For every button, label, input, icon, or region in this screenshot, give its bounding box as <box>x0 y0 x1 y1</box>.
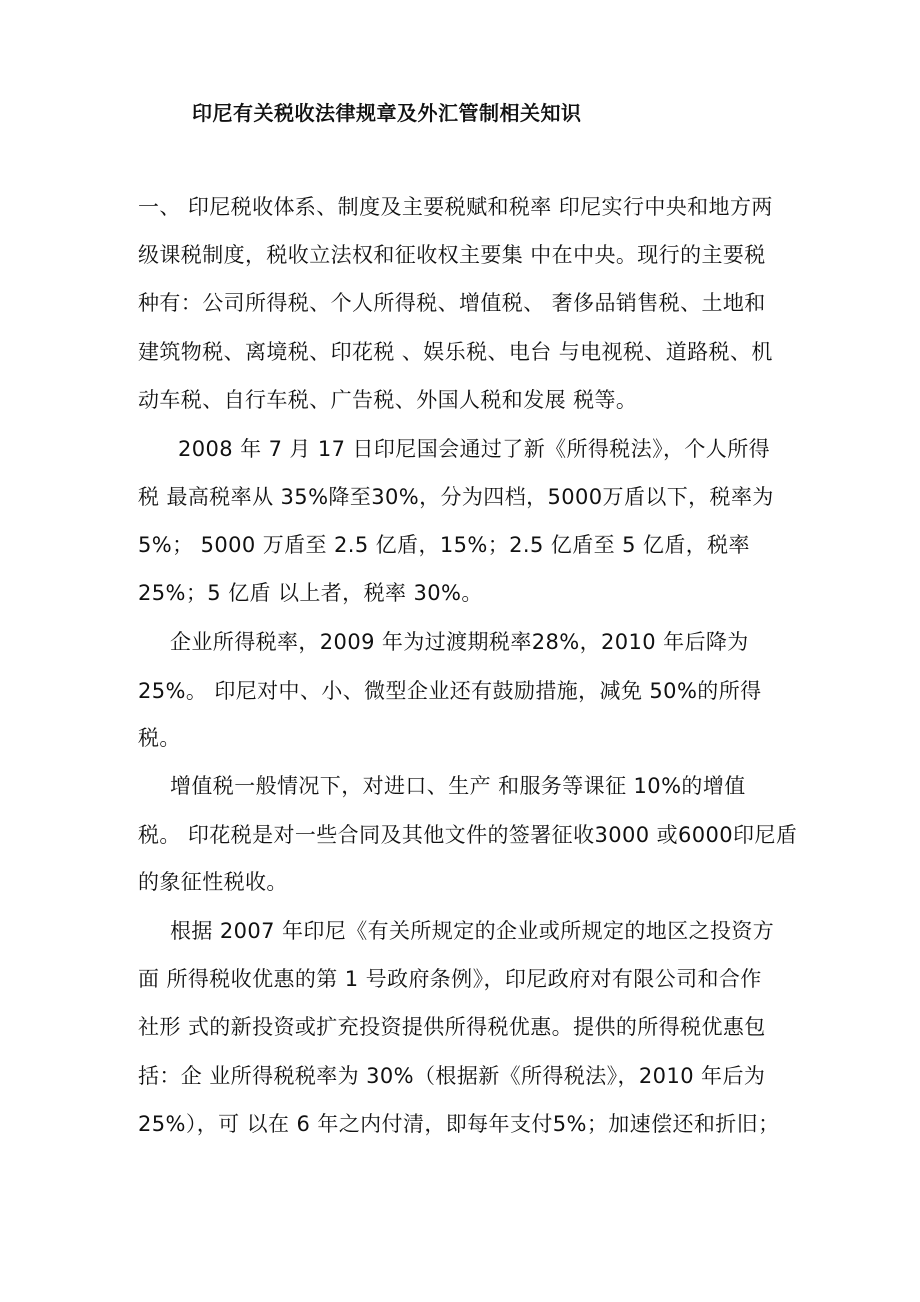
paragraph-1-line-3: 种有：公司所得税、个人所得税、增值税、 奢侈品销售税、土地和 <box>138 291 766 315</box>
paragraph-1-line-5: 动车税、自行车税、广告税、外国人税和发展 税等。 <box>138 388 638 412</box>
paragraph-2-line-3: 5%； 5000 万盾至 2.5 亿盾，15%；2.5 亿盾至 5 亿盾，税率 <box>138 533 750 557</box>
paragraph-5-line-5: 25%），可 以在 6 年之内付清，即每年支付5%；加速偿还和折旧； <box>138 1112 780 1136</box>
paragraph-5-line-2: 面 所得税收优惠的第 1 号政府条例》，印尼政府对有限公司和合作 <box>138 967 762 991</box>
paragraph-4-line-3: 的象征性税收。 <box>138 870 288 894</box>
paragraph-2-line-1: 2008 年 7 月 17 日印尼国会通过了新《所得税法》，个人所得 <box>178 437 771 461</box>
paragraph-3-line-1: 企业所得税率，2009 年为过渡期税率28%，2010 年后降为 <box>170 630 749 654</box>
paragraph-4-line-1: 增值税一般情况下，对进口、生产 和服务等课征 10%的增值 <box>170 774 746 798</box>
paragraph-3-line-2: 25%。 印尼对中、小、微型企业还有鼓励措施，减免 50%的所得 <box>138 679 762 703</box>
paragraph-5-line-3: 社形 式的新投资或扩充投资提供所得税优惠。提供的所得税优惠包 <box>138 1015 766 1039</box>
paragraph-4-line-2: 税。 印花税是对一些合同及其他文件的签署征收3000 或6000印尼盾 <box>138 823 798 847</box>
paragraph-1-line-1: 一、 印尼税收体系、制度及主要税赋和税率 印尼实行中央和地方两 <box>138 195 773 219</box>
paragraph-2-line-2: 税 最高税率从 35%降至30%，分为四档，5000万盾以下，税率为 <box>138 485 774 509</box>
paragraph-5-line-1: 根据 2007 年印尼《有关所规定的企业或所规定的地区之投资方 <box>170 919 775 943</box>
paragraph-3-line-3: 税。 <box>138 726 181 750</box>
document-title: 印尼有关税收法律规章及外汇管制相关知识 <box>192 101 582 125</box>
paragraph-1-line-4: 建筑物税、离境税、印花税 、娱乐税、电台 与电视税、道路税、机 <box>138 340 773 364</box>
paragraph-1-line-2: 级课税制度，税收立法权和征收权主要集 中在中央。现行的主要税 <box>138 243 766 267</box>
paragraph-2-line-4: 25%；5 亿盾 以上者，税率 30%。 <box>138 581 483 605</box>
paragraph-5-line-4: 括：企 业所得税税率为 30%（根据新《所得税法》，2010 年后为 <box>138 1064 766 1088</box>
